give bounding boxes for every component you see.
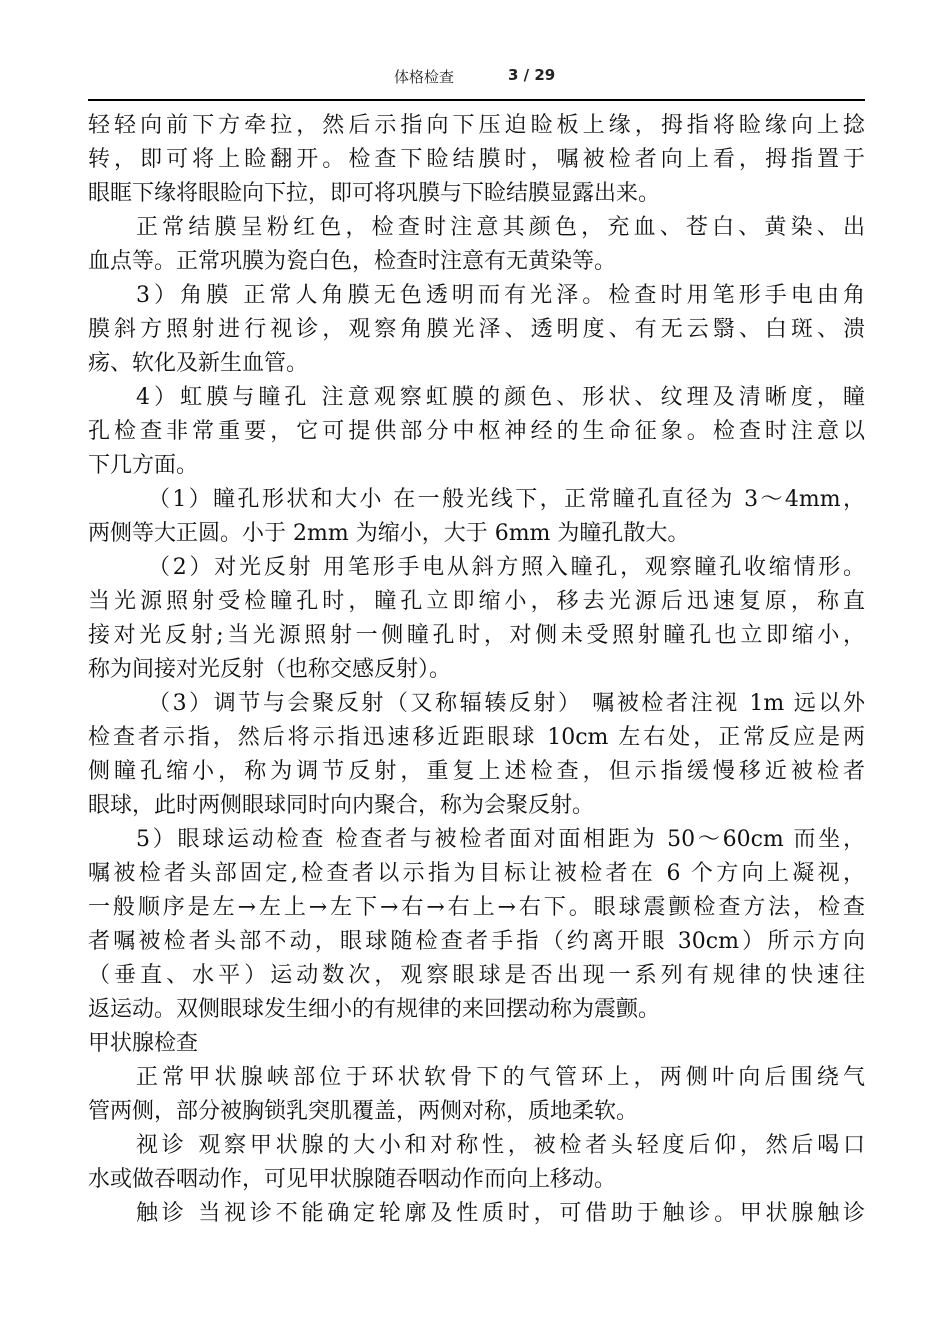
text-line: 孔检查非常重要，它可提供部分中枢神经的生命征象。检查时注意以 (88, 419, 865, 444)
header-title: 体格检查 (394, 68, 455, 86)
text-line: 接对光反射;当光源照射一侧瞳孔时，对侧未受照射瞳孔也立即缩小， (88, 623, 865, 648)
text-line: 3）角膜 正常人角膜无色透明而有光泽。检查时用笔形手电由角 (136, 283, 865, 308)
text-line: 5）眼球运动检查 检查者与被检者面对面相距为 50～60cm 而坐， (136, 827, 865, 852)
header-divider (88, 99, 865, 101)
text-line: 两侧等大正圆。小于 2mm 为缩小，大于 6mm 为瞳孔散大。 (88, 521, 690, 546)
text-line: 当光源照射受检瞳孔时，瞳孔立即缩小，移去光源后迅速复原，称直 (88, 589, 865, 614)
text-line: 检查者示指，然后将示指迅速移近距眼球 10cm 左右处，正常反应是两 (88, 725, 865, 750)
text-line: 下几方面。 (88, 453, 199, 478)
text-line: 返运动。双侧眼球发生细小的有规律的来回摆动称为震颤。 (88, 997, 661, 1022)
text-line: 疡、软化及新生血管。 (88, 351, 309, 376)
text-line: （3）调节与会聚反射（又称辐辏反射） 嘱被检者注视 1m 远以外 (148, 691, 865, 716)
text-line: 侧瞳孔缩小，称为调节反射，重复上述检查，但示指缓慢移近被检者 (88, 759, 865, 784)
text-line: 视诊 观察甲状腺的大小和对称性，被检者头轻度后仰，然后喝口 (136, 1133, 865, 1158)
text-line: 正常结膜呈粉红色，检查时注意其颜色，充血、苍白、黄染、出 (136, 215, 865, 240)
page-header (0, 66, 950, 90)
text-line: 转，即可将上睑翻开。检查下睑结膜时，嘱被检者向上看，拇指置于 (88, 147, 865, 172)
text-line: 嘱被检者头部固定,检查者以示指为目标让被检者在 6 个方向上凝视， (88, 861, 865, 886)
text-line: 轻轻向前下方牵拉，然后示指向下压迫睑板上缘，拇指将睑缘向上捻 (88, 113, 865, 138)
text-line: 称为间接对光反射（也称交感反射）。 (88, 657, 452, 682)
text-line: 眼眶下缘将眼睑向下拉，即可将巩膜与下睑结膜显露出来。 (88, 181, 661, 206)
text-line: 膜斜方照射进行视诊，观察角膜光泽、透明度、有无云翳、白斑、溃 (88, 317, 865, 342)
text-line: 眼球，此时两侧眼球同时向内聚合，称为会聚反射。 (88, 793, 595, 818)
text-line: 水或做吞咽动作，可见甲状腺随吞咽动作而向上移动。 (88, 1167, 617, 1192)
text-line: 管两侧，部分被胸锁乳突肌覆盖，两侧对称，质地柔软。 (88, 1099, 639, 1124)
text-line: 4）虹膜与瞳孔 注意观察虹膜的颜色、形状、纹理及清晰度，瞳 (136, 385, 865, 410)
text-line: （垂直、水平）运动数次，观察眼球是否出现一系列有规律的快速往 (88, 963, 865, 988)
section-heading: 甲状腺检查 (88, 1031, 199, 1056)
text-line: 正常甲状腺峡部位于环状软骨下的气管环上，两侧叶向后围绕气 (136, 1065, 865, 1090)
text-line: 者嘱被检者头部不动，眼球随检查者手指（约离开眼 30cm）所示方向 (88, 929, 865, 954)
text-line: （1）瞳孔形状和大小 在一般光线下，正常瞳孔直径为 3～4mm， (148, 487, 865, 512)
text-line: 一般顺序是左→左上→左下→右→右上→右下。眼球震颤检查方法，检查 (88, 895, 865, 920)
text-line: （2）对光反射 用笔形手电从斜方照入瞳孔，观察瞳孔收缩情形。 (148, 555, 865, 580)
text-line: 血点等。正常巩膜为瓷白色，检查时注意有无黄染等。 (88, 249, 617, 274)
page-number: 3 / 29 (508, 66, 556, 84)
text-line: 触诊 当视诊不能确定轮廓及性质时，可借助于触诊。甲状腺触诊 (136, 1201, 865, 1226)
document-body (88, 109, 865, 1231)
